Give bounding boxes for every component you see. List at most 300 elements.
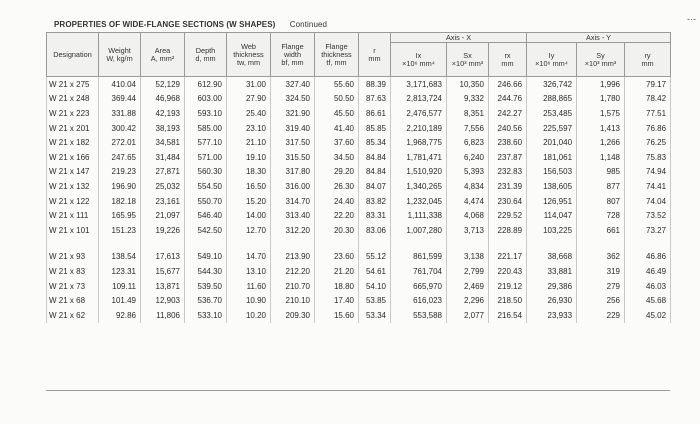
- value-cell: 23.10: [227, 121, 271, 136]
- header-line: W, kg/m: [106, 53, 133, 63]
- value-cell: 4,474: [447, 194, 489, 209]
- header-axis-x: Axis - X: [391, 33, 527, 43]
- value-cell: 46.49: [625, 264, 671, 279]
- header-line: mm: [368, 53, 381, 63]
- value-cell: 79.17: [625, 77, 671, 92]
- value-cell: 34,581: [141, 135, 185, 150]
- value-cell: 78.42: [625, 92, 671, 107]
- value-cell: 665,970: [391, 279, 447, 294]
- value-cell: 1,148: [577, 150, 625, 165]
- value-cell: 46.03: [625, 279, 671, 294]
- value-cell: 3,713: [447, 223, 489, 238]
- value-cell: 196.90: [99, 179, 141, 194]
- designation-cell: W 21 x 147: [47, 165, 99, 180]
- designation-cell: W 21 x 68: [47, 293, 99, 308]
- header-flange-width: [271, 33, 315, 77]
- value-cell: 985: [577, 165, 625, 180]
- value-cell: 38,668: [527, 250, 577, 265]
- value-cell: 209.30: [271, 308, 315, 323]
- spacer-cell: [391, 238, 447, 250]
- spacer-cell: [141, 238, 185, 250]
- value-cell: 877: [577, 179, 625, 194]
- designation-cell: W 21 x 223: [47, 106, 99, 121]
- value-cell: 10,350: [447, 77, 489, 92]
- table-row: [47, 92, 671, 107]
- value-cell: 21,097: [141, 208, 185, 223]
- value-cell: 218.50: [489, 293, 527, 308]
- value-cell: 29.20: [315, 165, 359, 180]
- value-cell: 593.10: [185, 106, 227, 121]
- value-cell: 126,951: [527, 194, 577, 209]
- value-cell: 27,871: [141, 165, 185, 180]
- value-cell: 138,605: [527, 179, 577, 194]
- value-cell: 34.50: [315, 150, 359, 165]
- value-cell: 101.49: [99, 293, 141, 308]
- header-flange-thickness: [315, 33, 359, 77]
- header-line: Flange: [325, 41, 348, 51]
- header-line: ry: [644, 50, 651, 60]
- value-cell: 1,575: [577, 106, 625, 121]
- header-line: A, mm²: [150, 53, 175, 63]
- title-text: PROPERTIES OF WIDE-FLANGE SECTIONS (W SHAPES): [54, 20, 276, 29]
- header-r: [359, 33, 391, 77]
- value-cell: 83.06: [359, 223, 391, 238]
- header-line: Flange: [281, 41, 304, 51]
- value-cell: 544.30: [185, 264, 227, 279]
- value-cell: 8,351: [447, 106, 489, 121]
- value-cell: 1,780: [577, 92, 625, 107]
- value-cell: 54.61: [359, 264, 391, 279]
- value-cell: 18.30: [227, 165, 271, 180]
- value-cell: 4,068: [447, 208, 489, 223]
- value-cell: 15.20: [227, 194, 271, 209]
- value-cell: 29,386: [527, 279, 577, 294]
- spacer-cell: [185, 238, 227, 250]
- spacer-cell: [47, 238, 99, 250]
- value-cell: 33,881: [527, 264, 577, 279]
- header-line: width: [283, 49, 302, 59]
- value-cell: 54.10: [359, 279, 391, 294]
- table-row: [47, 279, 671, 294]
- header-line: ×10⁶ mm⁴: [535, 58, 568, 68]
- value-cell: 2,296: [447, 293, 489, 308]
- value-cell: 109.11: [99, 279, 141, 294]
- value-cell: 761,704: [391, 264, 447, 279]
- header-line: ×10³ mm³: [584, 58, 617, 68]
- value-cell: 12,903: [141, 293, 185, 308]
- value-cell: 210.10: [271, 293, 315, 308]
- spacer-cell: [359, 238, 391, 250]
- value-cell: 45.02: [625, 308, 671, 323]
- value-cell: 321.90: [271, 106, 315, 121]
- header-line: tw, mm: [236, 57, 261, 67]
- header-line: d, mm: [195, 53, 216, 63]
- value-cell: 37.60: [315, 135, 359, 150]
- value-cell: 23,161: [141, 194, 185, 209]
- table-row: [47, 208, 671, 223]
- designation-cell: W 21 x 275: [47, 77, 99, 92]
- value-cell: 232.83: [489, 165, 527, 180]
- value-cell: 3,171,683: [391, 77, 447, 92]
- table-row: [47, 165, 671, 180]
- header-line: mm: [501, 58, 514, 68]
- value-cell: 17.40: [315, 293, 359, 308]
- value-cell: 151.23: [99, 223, 141, 238]
- value-cell: 103,225: [527, 223, 577, 238]
- table-row: [47, 150, 671, 165]
- table-row: [47, 250, 671, 265]
- value-cell: 272.01: [99, 135, 141, 150]
- value-cell: 220.43: [489, 264, 527, 279]
- value-cell: 19,226: [141, 223, 185, 238]
- table-row: [47, 179, 671, 194]
- value-cell: 84.84: [359, 165, 391, 180]
- value-cell: 156,503: [527, 165, 577, 180]
- continued-label: Continued: [289, 20, 328, 29]
- value-cell: 861,599: [391, 250, 447, 265]
- value-cell: 25.40: [227, 106, 271, 121]
- designation-cell: W 21 x 101: [47, 223, 99, 238]
- value-cell: 83.31: [359, 208, 391, 223]
- spacer-cell: [315, 238, 359, 250]
- value-cell: 181,061: [527, 150, 577, 165]
- value-cell: 2,077: [447, 308, 489, 323]
- value-cell: 14.70: [227, 250, 271, 265]
- value-cell: 1,510,920: [391, 165, 447, 180]
- value-cell: 225,597: [527, 121, 577, 136]
- value-cell: 45.68: [625, 293, 671, 308]
- value-cell: 84.84: [359, 150, 391, 165]
- designation-cell: W 21 x 83: [47, 264, 99, 279]
- spacer-cell: [447, 238, 489, 250]
- value-cell: 313.40: [271, 208, 315, 223]
- value-cell: 92.86: [99, 308, 141, 323]
- value-cell: 75.83: [625, 150, 671, 165]
- header-line: thickness: [321, 49, 352, 59]
- value-cell: 26.30: [315, 179, 359, 194]
- designation-cell: W 21 x 93: [47, 250, 99, 265]
- value-cell: 19.10: [227, 150, 271, 165]
- value-cell: 362: [577, 250, 625, 265]
- value-cell: 17,613: [141, 250, 185, 265]
- value-cell: 326,742: [527, 77, 577, 92]
- designation-cell: W 21 x 111: [47, 208, 99, 223]
- header-designation: [47, 33, 99, 77]
- value-cell: 300.42: [99, 121, 141, 136]
- value-cell: 76.86: [625, 121, 671, 136]
- value-cell: 114,047: [527, 208, 577, 223]
- spacer-cell: [527, 238, 577, 250]
- value-cell: 13.10: [227, 264, 271, 279]
- value-cell: 12.70: [227, 223, 271, 238]
- value-cell: 10.90: [227, 293, 271, 308]
- header-line: Web: [241, 41, 256, 51]
- spacer-cell: [625, 238, 671, 250]
- value-cell: 18.80: [315, 279, 359, 294]
- header-ry: [625, 43, 671, 77]
- table-row: [47, 135, 671, 150]
- value-cell: 210.70: [271, 279, 315, 294]
- value-cell: 246.66: [489, 77, 527, 92]
- value-cell: 221.17: [489, 250, 527, 265]
- spacer-cell: [271, 238, 315, 250]
- header-weight: [99, 33, 141, 77]
- header-line: Depth: [195, 45, 216, 55]
- value-cell: 728: [577, 208, 625, 223]
- corner-mark: -·-: [687, 14, 696, 24]
- value-cell: 1,781,471: [391, 150, 447, 165]
- value-cell: 228.89: [489, 223, 527, 238]
- value-cell: 549.10: [185, 250, 227, 265]
- value-cell: 21.10: [227, 135, 271, 150]
- table-header: [47, 33, 671, 77]
- value-cell: 238.60: [489, 135, 527, 150]
- spacer-cell: [577, 238, 625, 250]
- header-sy: [577, 43, 625, 77]
- value-cell: 2,210,189: [391, 121, 447, 136]
- value-cell: 74.94: [625, 165, 671, 180]
- value-cell: 324.50: [271, 92, 315, 107]
- value-cell: 31.00: [227, 77, 271, 92]
- value-cell: 11,806: [141, 308, 185, 323]
- value-cell: 85.85: [359, 121, 391, 136]
- value-cell: 369.44: [99, 92, 141, 107]
- value-cell: 315.50: [271, 150, 315, 165]
- value-cell: 7,556: [447, 121, 489, 136]
- value-cell: 219.12: [489, 279, 527, 294]
- header-line: thickness: [233, 49, 264, 59]
- header-line: Area: [154, 45, 171, 55]
- spacer-cell: [489, 238, 527, 250]
- value-cell: 10.20: [227, 308, 271, 323]
- header-depth: [185, 33, 227, 77]
- value-cell: 1,007,280: [391, 223, 447, 238]
- value-cell: 9,332: [447, 92, 489, 107]
- table-row: [47, 264, 671, 279]
- header-web-thickness: [227, 33, 271, 77]
- header-ix: [391, 43, 447, 77]
- value-cell: 50.50: [315, 92, 359, 107]
- value-cell: 1,340,265: [391, 179, 447, 194]
- header-line: mm: [641, 58, 654, 68]
- value-cell: 247.65: [99, 150, 141, 165]
- header-line: bf, mm: [281, 57, 304, 67]
- properties-table: [46, 32, 671, 323]
- value-cell: 533.10: [185, 308, 227, 323]
- value-cell: 87.63: [359, 92, 391, 107]
- value-cell: 23.60: [315, 250, 359, 265]
- spacer-cell: [227, 238, 271, 250]
- value-cell: 31,484: [141, 150, 185, 165]
- value-cell: 138.54: [99, 250, 141, 265]
- value-cell: 53.85: [359, 293, 391, 308]
- header-line: Ix: [415, 50, 422, 60]
- header-iy: [527, 43, 577, 77]
- value-cell: 229: [577, 308, 625, 323]
- value-cell: 2,476,577: [391, 106, 447, 121]
- value-cell: 616,023: [391, 293, 447, 308]
- value-cell: 661: [577, 223, 625, 238]
- value-cell: 77.51: [625, 106, 671, 121]
- header-line: Weight: [108, 45, 131, 55]
- value-cell: 13,871: [141, 279, 185, 294]
- value-cell: 84.07: [359, 179, 391, 194]
- value-cell: 319.40: [271, 121, 315, 136]
- value-cell: 6,823: [447, 135, 489, 150]
- value-cell: 1,111,338: [391, 208, 447, 223]
- header-line: Sx: [463, 50, 472, 60]
- value-cell: 550.70: [185, 194, 227, 209]
- value-cell: 23,933: [527, 308, 577, 323]
- value-cell: 317.50: [271, 135, 315, 150]
- value-cell: 73.52: [625, 208, 671, 223]
- value-cell: 319: [577, 264, 625, 279]
- header-area: [141, 33, 185, 77]
- value-cell: 20.30: [315, 223, 359, 238]
- value-cell: 256: [577, 293, 625, 308]
- table-body: [47, 77, 671, 323]
- value-cell: 314.70: [271, 194, 315, 209]
- header-line: Designation: [53, 49, 92, 59]
- value-cell: 279: [577, 279, 625, 294]
- value-cell: 229.52: [489, 208, 527, 223]
- value-cell: 86.61: [359, 106, 391, 121]
- designation-cell: W 21 x 122: [47, 194, 99, 209]
- value-cell: 38,193: [141, 121, 185, 136]
- value-cell: 612.90: [185, 77, 227, 92]
- value-cell: 74.41: [625, 179, 671, 194]
- value-cell: 201,040: [527, 135, 577, 150]
- value-cell: 16.50: [227, 179, 271, 194]
- value-cell: 237.87: [489, 150, 527, 165]
- value-cell: 213.90: [271, 250, 315, 265]
- value-cell: 53.34: [359, 308, 391, 323]
- value-cell: 554.50: [185, 179, 227, 194]
- value-cell: 1,996: [577, 77, 625, 92]
- value-cell: 2,799: [447, 264, 489, 279]
- table-title: [54, 20, 327, 29]
- table-row: [47, 106, 671, 121]
- header-line: tf, mm: [326, 57, 347, 67]
- value-cell: 123.31: [99, 264, 141, 279]
- value-cell: 52,129: [141, 77, 185, 92]
- header-line: Sy: [596, 50, 605, 60]
- value-cell: 240.56: [489, 121, 527, 136]
- value-cell: 88.39: [359, 77, 391, 92]
- spacer-cell: [99, 238, 141, 250]
- header-line: Iy: [548, 50, 555, 60]
- value-cell: 15.60: [315, 308, 359, 323]
- designation-cell: W 21 x 182: [47, 135, 99, 150]
- value-cell: 316.00: [271, 179, 315, 194]
- value-cell: 317.80: [271, 165, 315, 180]
- value-cell: 312.20: [271, 223, 315, 238]
- value-cell: 410.04: [99, 77, 141, 92]
- header-line: ×10⁶ mm⁴: [402, 58, 435, 68]
- group-spacer-row: [47, 238, 671, 250]
- value-cell: 571.00: [185, 150, 227, 165]
- value-cell: 807: [577, 194, 625, 209]
- table-row: [47, 77, 671, 92]
- value-cell: 331.88: [99, 106, 141, 121]
- value-cell: 1,413: [577, 121, 625, 136]
- value-cell: 22.20: [315, 208, 359, 223]
- designation-cell: W 21 x 201: [47, 121, 99, 136]
- value-cell: 182.18: [99, 194, 141, 209]
- value-cell: 539.50: [185, 279, 227, 294]
- header-sx: [447, 43, 489, 77]
- value-cell: 585.00: [185, 121, 227, 136]
- value-cell: 76.25: [625, 135, 671, 150]
- header-line: ×10³ mm³: [451, 58, 484, 68]
- value-cell: 73.27: [625, 223, 671, 238]
- value-cell: 27.90: [227, 92, 271, 107]
- value-cell: 603.00: [185, 92, 227, 107]
- value-cell: 55.12: [359, 250, 391, 265]
- table-row: [47, 308, 671, 323]
- value-cell: 231.39: [489, 179, 527, 194]
- value-cell: 83.82: [359, 194, 391, 209]
- designation-cell: W 21 x 166: [47, 150, 99, 165]
- designation-cell: W 21 x 132: [47, 179, 99, 194]
- value-cell: 212.20: [271, 264, 315, 279]
- value-cell: 244.76: [489, 92, 527, 107]
- value-cell: 1,232,045: [391, 194, 447, 209]
- value-cell: 42,193: [141, 106, 185, 121]
- value-cell: 219.23: [99, 165, 141, 180]
- header-line: r: [373, 45, 376, 55]
- value-cell: 577.10: [185, 135, 227, 150]
- designation-cell: W 21 x 73: [47, 279, 99, 294]
- value-cell: 74.04: [625, 194, 671, 209]
- value-cell: 2,813,724: [391, 92, 447, 107]
- value-cell: 21.20: [315, 264, 359, 279]
- value-cell: 253,485: [527, 106, 577, 121]
- value-cell: 85.34: [359, 135, 391, 150]
- value-cell: 2,469: [447, 279, 489, 294]
- designation-cell: W 21 x 248: [47, 92, 99, 107]
- table-row: [47, 194, 671, 209]
- value-cell: 6,240: [447, 150, 489, 165]
- value-cell: 536.70: [185, 293, 227, 308]
- value-cell: 216.54: [489, 308, 527, 323]
- value-cell: 288,865: [527, 92, 577, 107]
- value-cell: 26,930: [527, 293, 577, 308]
- table-bottom-rule: [46, 390, 670, 391]
- value-cell: 4,834: [447, 179, 489, 194]
- designation-cell: W 21 x 62: [47, 308, 99, 323]
- value-cell: 46,968: [141, 92, 185, 107]
- value-cell: 327.40: [271, 77, 315, 92]
- value-cell: 553,588: [391, 308, 447, 323]
- value-cell: 14.00: [227, 208, 271, 223]
- table-row: [47, 121, 671, 136]
- header-line: rx: [504, 50, 511, 60]
- value-cell: 15,677: [141, 264, 185, 279]
- value-cell: 11.60: [227, 279, 271, 294]
- value-cell: 46.86: [625, 250, 671, 265]
- header-axis-y: Axis - Y: [527, 33, 671, 43]
- value-cell: 230.64: [489, 194, 527, 209]
- table-row: [47, 223, 671, 238]
- table-row: [47, 293, 671, 308]
- value-cell: 55.60: [315, 77, 359, 92]
- value-cell: 45.50: [315, 106, 359, 121]
- value-cell: 3,138: [447, 250, 489, 265]
- header-rx: [489, 43, 527, 77]
- value-cell: 41.40: [315, 121, 359, 136]
- value-cell: 24.40: [315, 194, 359, 209]
